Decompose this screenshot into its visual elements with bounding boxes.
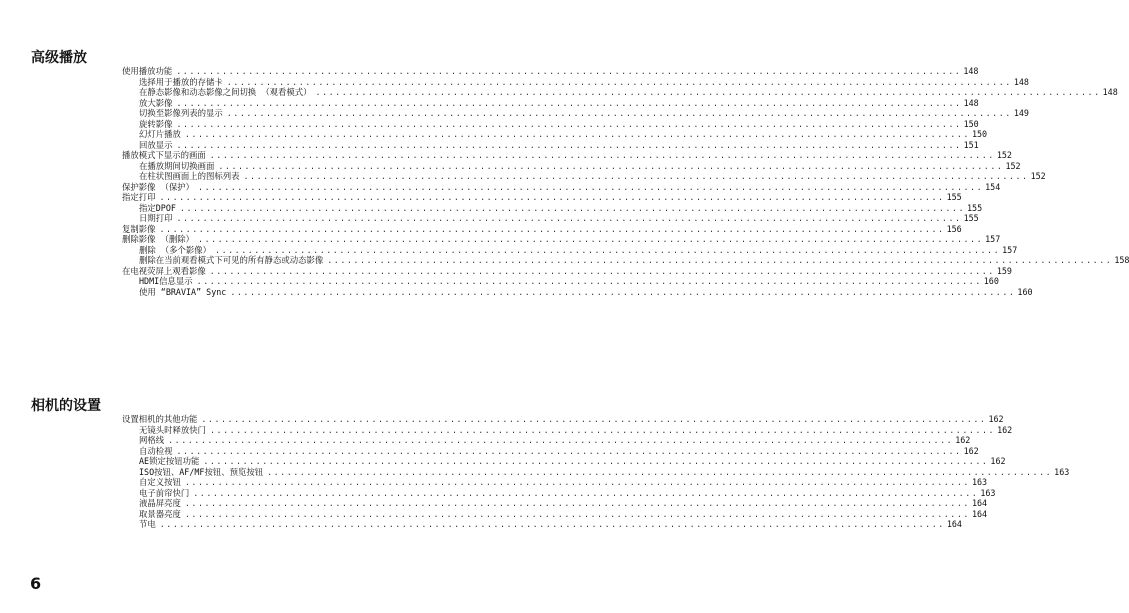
- toc-entry: [122, 192, 962, 203]
- toc-entry-title: 节电: [139, 519, 156, 529]
- toc-entry-page: 157: [985, 234, 1001, 244]
- dot-leader: ........................................................................................................................: [198, 234, 984, 244]
- dot-leader: ........................................................................................................................: [198, 181, 984, 192]
- toc-entry: [122, 414, 1004, 425]
- toc-entry-page: 162: [997, 424, 1013, 435]
- dot-leader: ........................................................................................................................: [159, 519, 945, 529]
- toc-entry-title: 回放显示: [139, 139, 173, 150]
- toc-entry: [122, 276, 999, 287]
- dot-leader: ........................................................................................................................: [184, 498, 970, 508]
- toc-entry-title: 设置相机的其他功能: [122, 414, 198, 424]
- dot-leader: ........................................................................................................................: [176, 97, 962, 108]
- toc-entry-page: 148: [963, 66, 979, 76]
- toc-entry: [122, 244, 1018, 256]
- dot-leader: ........................................................................................................................: [209, 265, 995, 276]
- toc-entry: [122, 87, 1118, 98]
- toc-entry-page: 162: [963, 445, 979, 456]
- toc-entry: [122, 66, 979, 77]
- toc-entry-title: 在电视荧屏上观看影像: [122, 265, 206, 276]
- dot-leader: ........................................................................................................................: [176, 139, 962, 150]
- toc-entry: [122, 150, 1012, 161]
- toc-entry-title: 在柱状图画面上的图标列表: [139, 171, 240, 181]
- dot-leader: ........................................................................................................................: [193, 487, 979, 498]
- dot-leader: ........................................................................................................................: [218, 160, 1004, 171]
- toc-entry: [122, 213, 979, 224]
- toc-entry-page: 162: [990, 456, 1006, 466]
- toc-entry: [122, 202, 983, 214]
- toc-entry: [122, 76, 1029, 88]
- dot-leader: ........................................................................................................................: [176, 213, 962, 223]
- toc-entry-title: 液晶屏亮度: [139, 498, 181, 508]
- dot-leader: ........................................................................................................................: [176, 118, 962, 129]
- toc-list: [122, 414, 1070, 530]
- dot-leader: ........................................................................................................................: [210, 424, 996, 435]
- toc-entry: [122, 234, 1001, 245]
- toc-entry-page: 150: [963, 118, 979, 129]
- toc-entry-page: 152: [1030, 171, 1046, 181]
- toc-entry-title: 自动检视: [139, 445, 173, 456]
- toc-entry-title: 幻灯片播放: [139, 129, 181, 139]
- toc-entry-title: 选择用于播放的存储卡: [139, 76, 223, 87]
- toc-entry-title: 删除在当前观看模式下可见的所有静态或动态影像: [139, 255, 324, 265]
- toc-entry-title: AE锁定按钮功能: [139, 456, 200, 466]
- toc-entry-page: 155: [966, 202, 983, 213]
- dot-leader: ........................................................................................................................: [267, 466, 1053, 477]
- toc-entry-page: 156: [946, 223, 962, 234]
- dot-leader: ........................................................................................................................: [226, 76, 1012, 87]
- dot-leader: ........................................................................................................................: [176, 66, 962, 76]
- toc-entry-title: 旋转影像: [139, 118, 173, 129]
- toc-entry-page: 159: [996, 265, 1012, 276]
- toc-entry: [122, 424, 1013, 436]
- toc-entry-page: 150: [971, 129, 988, 139]
- toc-entry-page: 160: [983, 276, 999, 286]
- dot-leader: ........................................................................................................................: [159, 192, 945, 202]
- toc-entry: [122, 171, 1046, 182]
- dot-leader: ........................................................................................................................: [215, 244, 1001, 255]
- toc-entry-title: 删除 （多个影像）: [139, 244, 212, 255]
- toc-entry-page: 152: [996, 150, 1012, 160]
- toc-entry-title: 删除影像 （删除）: [122, 234, 195, 244]
- section-title: 相机的设置: [31, 398, 101, 414]
- toc-entry-page: 157: [1002, 244, 1018, 255]
- toc-entry: [122, 456, 1006, 467]
- dot-leader: ........................................................................................................................: [327, 255, 1113, 265]
- toc-entry: [122, 108, 1029, 119]
- section-title: 高级播放: [31, 50, 87, 66]
- toc-entry: [122, 286, 1033, 298]
- dot-leader: ........................................................................................................................: [168, 435, 954, 445]
- dot-leader: ........................................................................................................................: [176, 445, 962, 456]
- toc-entry-page: 154: [985, 181, 1001, 192]
- toc-entry-page: 163: [980, 487, 996, 498]
- dot-leader: ........................................................................................................................: [226, 108, 1012, 118]
- toc-entry: [122, 181, 1001, 193]
- toc-entry-title: 复制影像: [122, 223, 156, 234]
- toc-entry-page: 148: [1102, 87, 1118, 97]
- toc-entry-title: 取景器亮度: [139, 508, 181, 519]
- toc-entry-title: 电子前帘快门: [139, 487, 190, 498]
- toc-entry: [122, 160, 1021, 172]
- toc-entry: [122, 477, 988, 488]
- toc-entry-page: 162: [955, 435, 971, 445]
- toc-entry-title: 切换至影像列表的显示: [139, 108, 223, 118]
- dot-leader: ........................................................................................................................: [159, 223, 945, 234]
- toc-entry: [122, 223, 962, 235]
- toc-entry-title: 保护影像 （保护）: [122, 181, 195, 192]
- toc-entry: [122, 139, 979, 151]
- toc-entry-page: 160: [1017, 286, 1033, 297]
- toc-entry: [122, 498, 988, 509]
- toc-entry: [122, 508, 988, 520]
- toc-entry-title: 网格线: [139, 435, 165, 445]
- toc-entry-title: 日期打印: [139, 213, 173, 223]
- toc-list: [122, 66, 1129, 297]
- toc-entry-page: 155: [946, 192, 962, 202]
- toc-entry-title: ISO按钮、AF/MF按钮、预览按钮: [139, 466, 264, 477]
- toc-entry: [122, 519, 962, 530]
- toc-entry: [122, 435, 971, 446]
- toc-entry-title: 使用 “BRAVIA” Sync: [139, 286, 227, 297]
- toc-entry-title: 播放模式下显示的画面: [122, 150, 206, 160]
- toc-entry-title: 放大影像: [139, 97, 173, 108]
- toc-entry-page: 158: [1114, 255, 1129, 265]
- toc-entry: [122, 445, 979, 457]
- dot-leader: ........................................................................................................................: [184, 129, 970, 139]
- toc-entry: [122, 97, 979, 109]
- toc-entry-page: 163: [971, 477, 988, 487]
- toc-entry-title: HDMI信息显示: [139, 276, 193, 286]
- toc-entry-title: 使用播放功能: [122, 66, 173, 76]
- toc-entry-page: 164: [971, 498, 988, 508]
- toc-entry: [122, 466, 1070, 478]
- toc-entry-page: 164: [971, 508, 988, 519]
- toc-entry-title: 指定打印: [122, 192, 156, 202]
- dot-leader: ........................................................................................................................: [179, 202, 965, 213]
- toc-entry: [122, 118, 979, 130]
- dot-leader: ........................................................................................................................: [209, 150, 995, 160]
- toc-entry: [122, 487, 996, 499]
- dot-leader: ........................................................................................................................: [201, 414, 987, 424]
- toc-entry-title: 在静态影像和动态影像之间切换 （观看模式）: [139, 87, 312, 97]
- dot-leader: ........................................................................................................................: [243, 171, 1029, 181]
- toc-entry: [122, 129, 988, 140]
- dot-leader: ........................................................................................................................: [184, 477, 970, 487]
- toc-entry: [122, 265, 1012, 277]
- toc-entry-title: 自定义按钮: [139, 477, 181, 487]
- toc-entry: [122, 255, 1129, 266]
- toc-entry-page: 151: [963, 139, 979, 150]
- toc-entry-page: 163: [1054, 466, 1070, 477]
- toc-entry-title: 指定DPOF: [139, 202, 176, 213]
- dot-leader: ........................................................................................................................: [203, 456, 989, 466]
- dot-leader: ........................................................................................................................: [230, 286, 1016, 297]
- toc-entry-page: 155: [963, 213, 979, 223]
- toc-entry-page: 149: [1013, 108, 1029, 118]
- toc-entry-page: 164: [946, 519, 962, 529]
- dot-leader: ........................................................................................................................: [315, 87, 1101, 97]
- dot-leader: ........................................................................................................................: [196, 276, 982, 286]
- toc-entry-title: 在播放期间切换画面: [139, 160, 215, 171]
- toc-entry-page: 148: [963, 97, 979, 108]
- toc-entry-page: 148: [1013, 76, 1029, 87]
- toc-entry-title: 无镜头时释放快门: [139, 424, 206, 435]
- toc-entry-page: 162: [988, 414, 1004, 424]
- dot-leader: ........................................................................................................................: [184, 508, 970, 519]
- toc-entry-page: 152: [1005, 160, 1021, 171]
- page-number: 6: [30, 574, 42, 593]
